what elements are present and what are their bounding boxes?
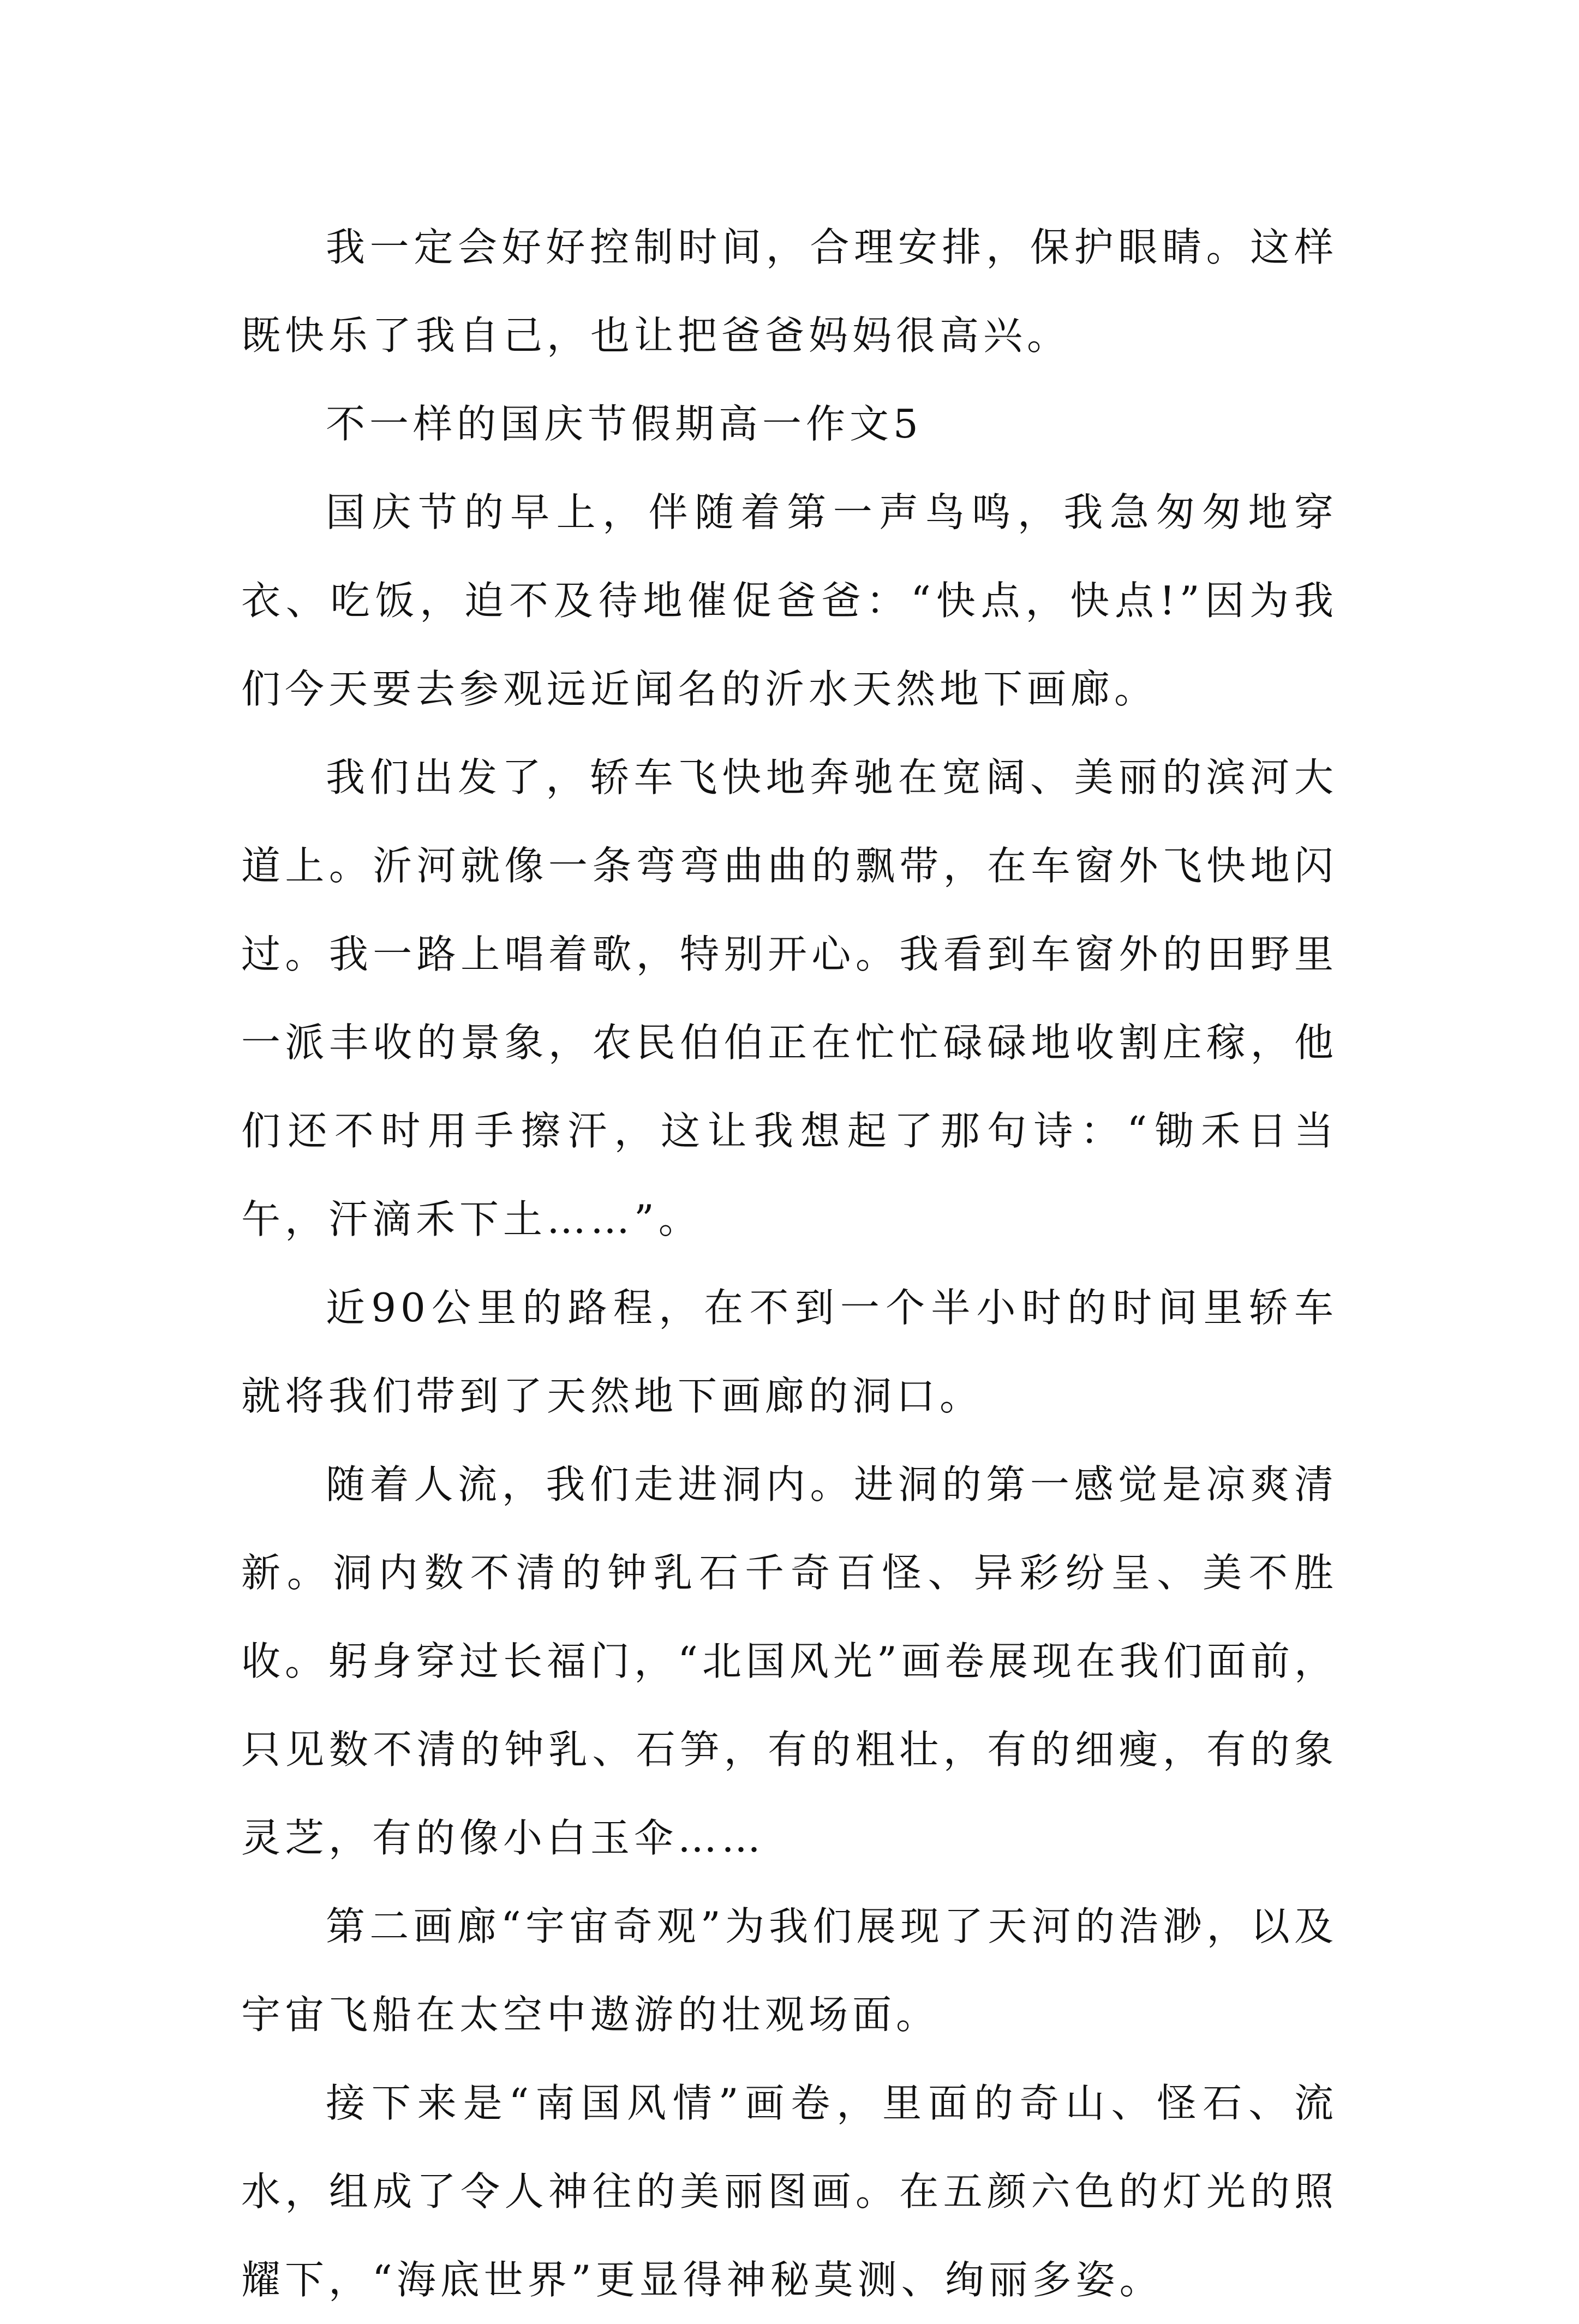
paragraph-6: 第二画廊“宇宙奇观”为我们展现了天河的浩渺，以及宇宙飞船在太空中遨游的壮观场面。 <box>241 1903 1338 2038</box>
paragraph-7: 接下来是“南国风情”画卷，里面的奇山、怪石、流水，组成了令人神往的美丽图画。在五颜六色的灯光的照耀下，“海底世界”更显得神秘莫测、绚丽多姿。 <box>241 2080 1338 2303</box>
paragraph-1: 我一定会好好控制时间，合理安排，保护眼睛。这样既快乐了我自己，也让把爸爸妈妈很高兴。 <box>241 224 1338 358</box>
paragraph-3: 我们出发了，轿车飞快地奔驰在宽阔、美丽的滨河大道上。沂河就像一条弯弯曲曲的飘带，在车窗外飞快地闪过。我一路上唱着歌，特别开心。我看到车窗外的田野里一派丰收的景象，农民伯伯正在忙忙碌碌地收割庄稼，他们还不时用手擦汗，这让我想起了那句诗：“锄禾日当午，汗滴禾下土……”。 <box>241 754 1338 1242</box>
paragraph-2: 国庆节的早上，伴随着第一声鸟鸣，我急匆匆地穿衣、吃饭，迫不及待地催促爸爸：“快点，快点!”因为我们今天要去参观远近闻名的沂水天然地下画廊。 <box>241 489 1338 712</box>
paragraph-4: 近90公里的路程，在不到一个半小时的时间里轿车就将我们带到了天然地下画廊的洞口。 <box>241 1285 1338 1419</box>
essay-title: 不一样的国庆节假期高一作文5 <box>326 401 923 447</box>
paragraph-5: 随着人流，我们走进洞内。进洞的第一感觉是凉爽清新。洞内数不清的钟乳石千奇百怪、异彩纷呈、美不胜收。躬身穿过长福门，“北国风光”画卷展现在我们面前，只见数不清的钟乳、石笋，有的粗壮，有的细瘦，有的象灵芝，有的像小白玉伞…… <box>241 1462 1338 1861</box>
document-body <box>241 203 1338 2324</box>
